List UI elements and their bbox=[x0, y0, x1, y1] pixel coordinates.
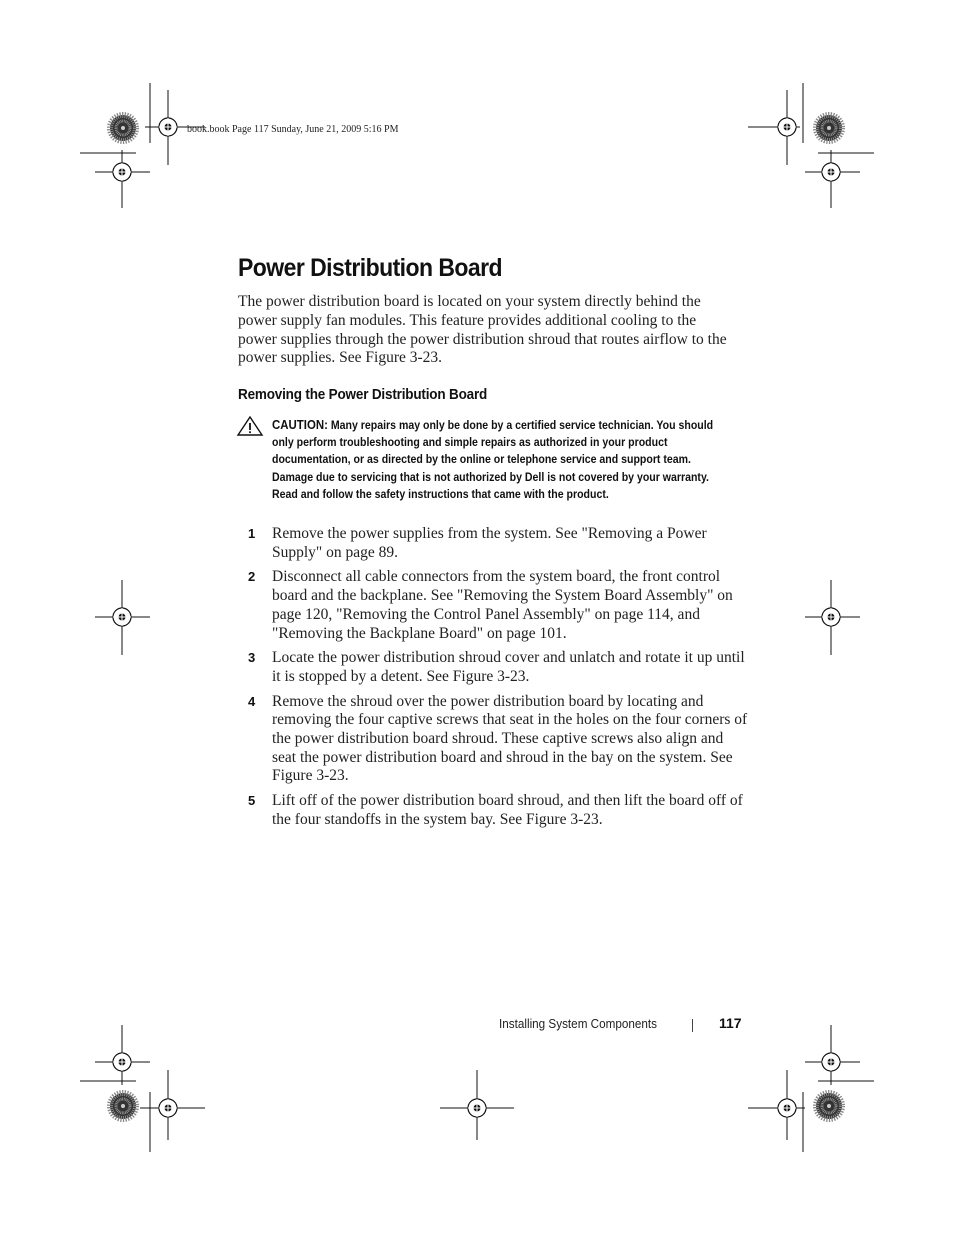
step-text: Remove the shroud over the power distribution board by locating and removing the four captive screws that seat in the holes on the four corners of the power distribution board shroud. These captive screws also align and seat the power distribution board and shroud in the bay on the system. See Figure 3-23. bbox=[272, 692, 748, 785]
caution-label: CAUTION: bbox=[272, 417, 328, 432]
step-text: Disconnect all cable connectors from the system board, the front control board and the backplane. See "Removing the System Board Assembly" on page 120, "Removing the Control Panel Assembly" on page 114, and "Removing the Backplane Board" on page 101. bbox=[272, 568, 733, 642]
list-item bbox=[248, 568, 748, 643]
print-slug: book.book Page 117 Sunday, June 21, 2009 5:16 PM bbox=[187, 124, 399, 135]
procedure-steps bbox=[248, 525, 748, 836]
warning-triangle-icon bbox=[236, 415, 264, 437]
step-number: 5 bbox=[248, 793, 256, 809]
list-item bbox=[248, 693, 748, 787]
caution-text: Many repairs may only be done by a certified service technician. You should only perform troubleshooting and simple repairs as authorized in your product documentation, or as directed by the online or telephone service and support team. Damage due to servicing that is not authorized by Dell is not covered by your warranty. Read and follow the safety instructions that came with the product. bbox=[272, 418, 714, 501]
list-item bbox=[248, 649, 748, 686]
step-number: 3 bbox=[248, 650, 256, 666]
intro-paragraph: The power distribution board is located on your system directly behind the power supply fan modules. This feature provides additional cooling to the power supplies through the power distribution shroud that routes airflow to the power supplies. See Figure 3-23. bbox=[238, 293, 727, 367]
step-text: Locate the power distribution shroud cover and unlatch and rotate it up until it is stopped by a detent. See Figure 3-23. bbox=[272, 649, 745, 685]
caution-note bbox=[272, 416, 730, 503]
section-heading: Removing the Power Distribution Board bbox=[238, 386, 488, 403]
page-number: 117 bbox=[719, 1015, 742, 1031]
step-text: Remove the power supplies from the system. See "Removing a Power Supply" on page 89. bbox=[272, 525, 707, 561]
step-number: 4 bbox=[248, 693, 256, 709]
footer-section-title: Installing System Components bbox=[499, 1016, 658, 1031]
list-item bbox=[248, 525, 748, 562]
step-number: 1 bbox=[248, 526, 256, 541]
step-text: Lift off of the power distribution board shroud, and then lift the board off of the four standoffs in the system bay. See Figure 3-23. bbox=[272, 792, 743, 828]
step-number: 2 bbox=[248, 569, 256, 585]
page-title: Power Distribution Board bbox=[238, 254, 503, 282]
footer-divider bbox=[692, 1019, 693, 1032]
list-item bbox=[248, 792, 748, 829]
